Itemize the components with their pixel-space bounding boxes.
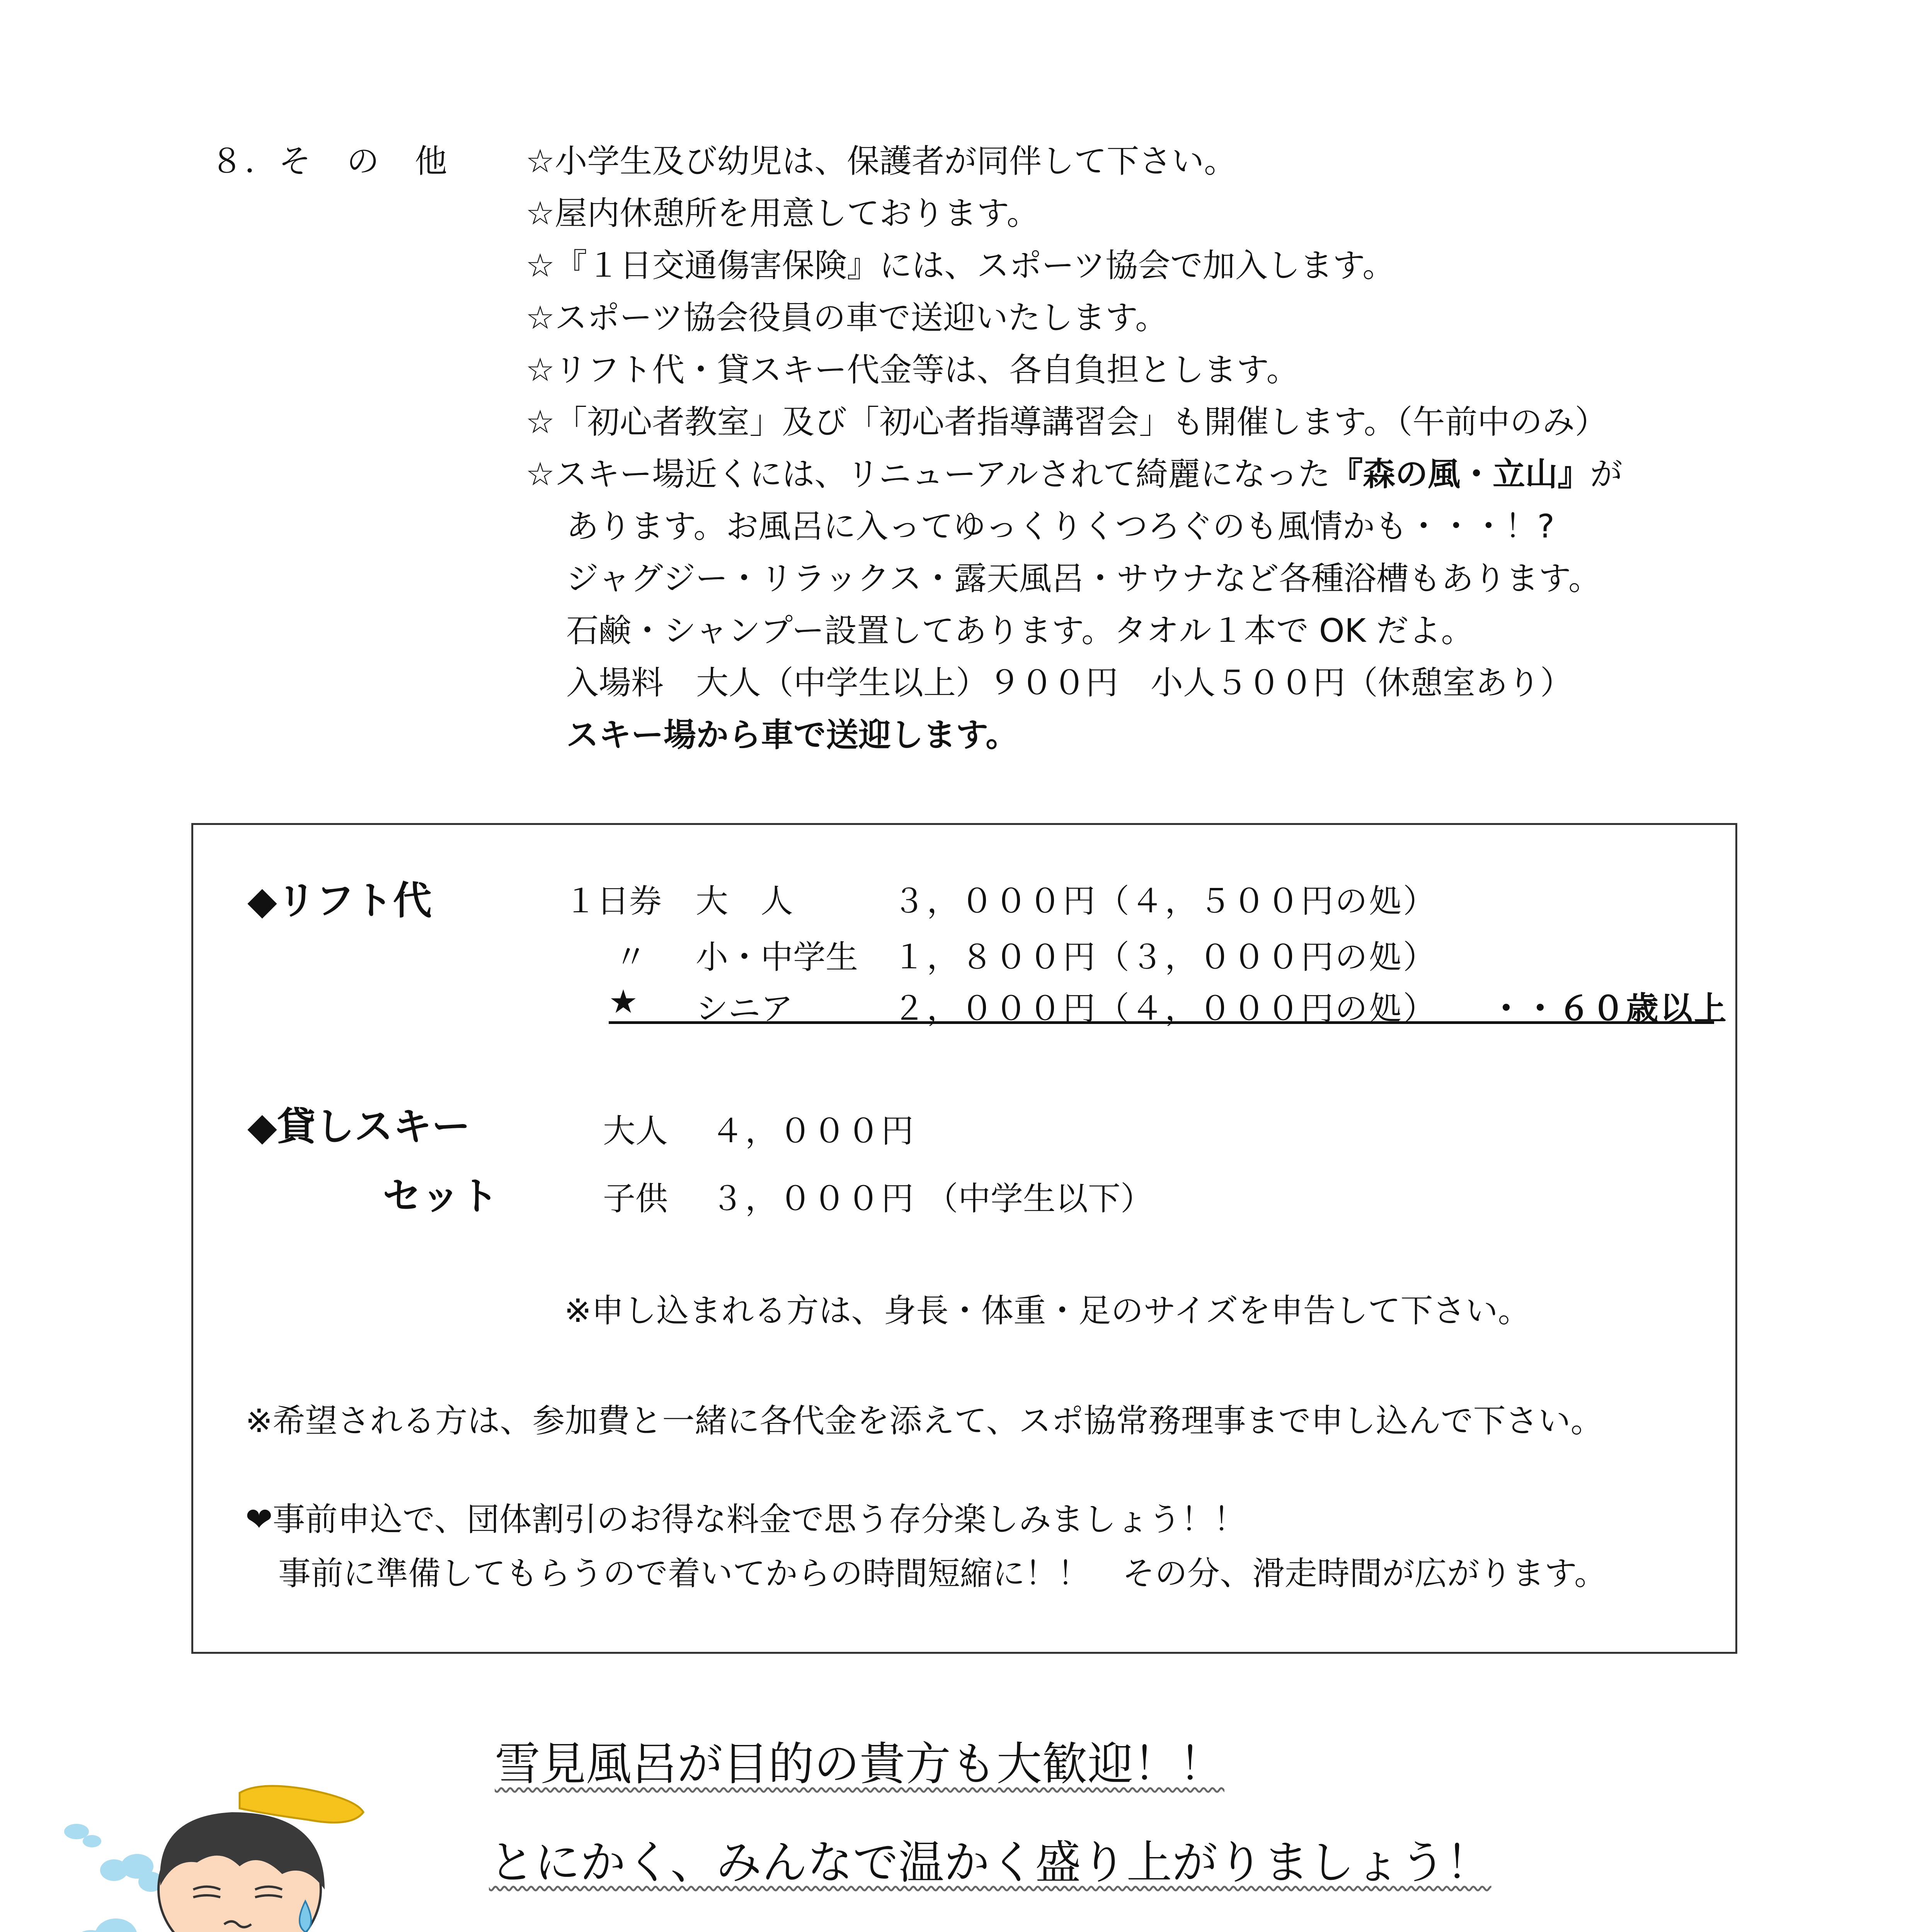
onsen-transport: スキー場から車で送迎します。 bbox=[566, 716, 1018, 754]
lift-heading: ◆リフト代 bbox=[247, 878, 432, 923]
rental-heading-set: セット bbox=[383, 1173, 499, 1219]
onsen-detail: あります。お風呂に入ってゆっくりくつろぐのも風情かも・・・！? bbox=[566, 507, 1555, 545]
note-item: ☆リフト代・貸スキー代金等は、各自負担とします。 bbox=[526, 351, 1299, 389]
lift-category: 大 人 bbox=[696, 882, 793, 920]
steam-icon bbox=[64, 1824, 163, 1932]
lift-ticket: １日券 bbox=[564, 882, 662, 920]
promo-line: 事前に準備してもらうので着いてからの時間短縮に！！ その分、滑走時間が広がります。 bbox=[278, 1554, 1607, 1592]
onsen-detail: 石鹸・シャンプー設置してあります。タオル１本で OK だよ。 bbox=[566, 612, 1474, 650]
rental-heading: ◆貸しスキー bbox=[247, 1104, 470, 1149]
onsen-note-pre: ☆スキー場近くには、リニューアルされて綺麗になった bbox=[526, 455, 1331, 493]
rental-category: 子供 bbox=[603, 1180, 668, 1218]
note-item: ☆「初心者教室」及び「初心者指導講習会」も開催します。（午前中のみ） bbox=[526, 403, 1607, 441]
onsen-detail: 入場料 大人（中学生以上）９００円 小人５００円（休憩室あり） bbox=[566, 664, 1573, 702]
lift-category: 小・中学生 bbox=[696, 938, 858, 976]
note-item: ☆屋内休憩所を用意しております。 bbox=[526, 194, 1039, 232]
bathing-child-icon bbox=[58, 1762, 444, 1932]
senior-age-note: ・・６０歳以上 bbox=[1490, 990, 1728, 1027]
section-notes bbox=[526, 135, 1622, 761]
senior-row bbox=[609, 983, 1728, 1027]
onsen-note bbox=[526, 448, 1622, 500]
promo-line: ❤事前申込で、団体割引のお得な料金で思う存分楽しみましょう！！ bbox=[245, 1500, 1246, 1538]
price-box bbox=[191, 823, 1737, 1654]
lift-price: ３，０００円（４，５００円の処） bbox=[893, 882, 1437, 920]
onsen-note-post: が bbox=[1590, 455, 1623, 493]
onsen-promo-line: 雪見風呂が目的の貴方も大歓迎！！ bbox=[495, 1737, 1225, 1791]
note-item: ☆『１日交通傷害保険』には、スポーツ協会で加入します。 bbox=[526, 247, 1395, 284]
section-heading: ８．そ の 他 bbox=[211, 142, 449, 180]
onsen-detail: ジャグジー・リラックス・露天風呂・サウナなど各種浴槽もあります。 bbox=[566, 560, 1601, 597]
rental-price: ３，０００円 bbox=[711, 1180, 916, 1218]
ditto-mark: 〃 bbox=[615, 938, 647, 976]
lift-price: ２，０００円（４，０００円の処） bbox=[893, 990, 1437, 1027]
lift-category: シニア bbox=[696, 990, 793, 1027]
note-item: ☆小学生及び幼児は、保護者が同伴して下さい。 bbox=[526, 142, 1237, 180]
rental-category: 大人 bbox=[603, 1112, 668, 1150]
lift-price: １，８００円（３，０００円の処） bbox=[893, 938, 1437, 976]
apply-note: ※希望される方は、参加費と一緒に各代金を添えて、スポ協常務理事まで申し込んで下さい。 bbox=[245, 1402, 1603, 1440]
onsen-name: 『森の風・立山』 bbox=[1330, 455, 1590, 493]
note-item: ☆スポーツ協会役員の車で送迎いたします。 bbox=[526, 299, 1168, 337]
rental-note: （中学生以下） bbox=[926, 1180, 1153, 1218]
onsen-promo-line: とにかく、みんなで温かく盛り上がりましょう！ bbox=[489, 1836, 1491, 1889]
rental-price: ４，０００円 bbox=[711, 1112, 916, 1150]
star-icon: ★ bbox=[609, 983, 638, 1020]
rental-size-note: ※申し込まれる方は、身長・体重・足のサイズを申告して下さい。 bbox=[564, 1292, 1531, 1330]
